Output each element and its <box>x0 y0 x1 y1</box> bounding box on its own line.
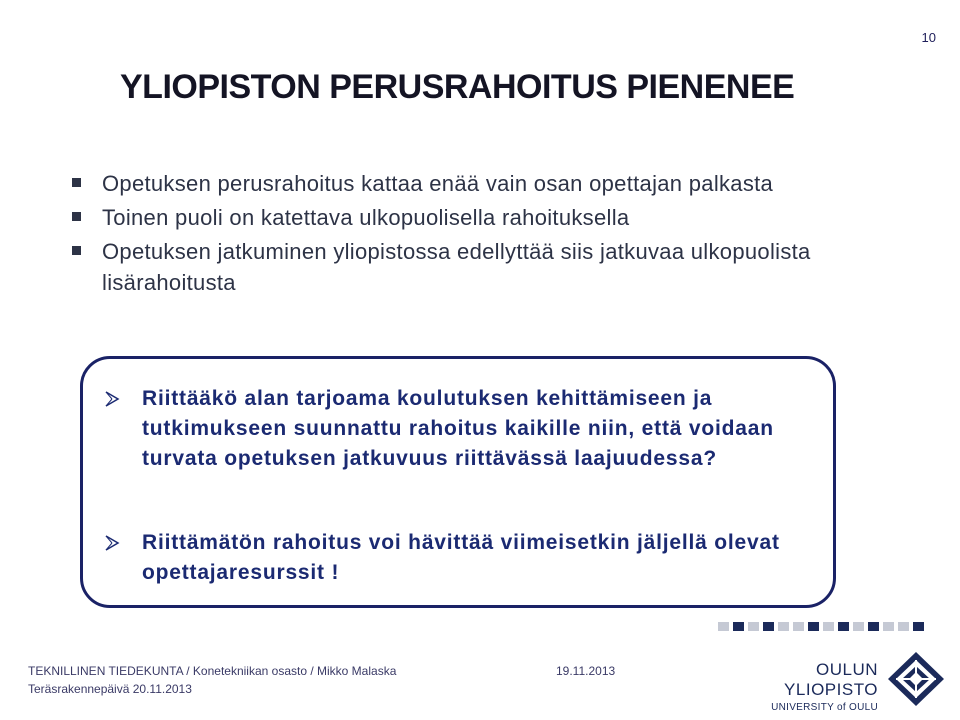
slide-title: YLIOPISTON PERUSRAHOITUS PIENENEE <box>120 68 795 106</box>
deco-square <box>733 622 744 631</box>
deco-square <box>853 622 864 631</box>
callout-text: Riittääkö alan tarjoama koulutuksen kehittämiseen ja tutkimukseen suunnattu rahoitus kaikille niin, että voidaan turvata opetuksen jatkuvuus riittävässä laajuudessa? <box>142 387 774 470</box>
oulu-university-emblem-icon <box>886 650 946 708</box>
bullet-text: Opetuksen jatkuminen yliopistossa edellyttää siis jatkuvaa ulkopuolista lisärahoitusta <box>102 239 811 295</box>
logo-main-text: OULUN YLIOPISTO <box>784 660 878 699</box>
deco-square <box>778 622 789 631</box>
deco-square <box>748 622 759 631</box>
deco-square <box>838 622 849 631</box>
footer-event: Teräsrakennepäivä 20.11.2013 <box>28 682 192 696</box>
deco-square <box>793 622 804 631</box>
deco-square <box>718 622 729 631</box>
logo-sub-text: UNIVERSITY of OULU <box>771 702 878 713</box>
arrowhead-bullet-icon <box>104 391 120 407</box>
deco-square <box>763 622 774 631</box>
footer-date: 19.11.2013 <box>556 664 616 678</box>
deco-square <box>898 622 909 631</box>
callout-item <box>104 384 816 474</box>
deco-square <box>823 622 834 631</box>
bullet-text: Opetuksen perusrahoitus kattaa enää vain osan opettajan palkasta <box>102 171 774 196</box>
slide-number: 10 <box>921 30 936 45</box>
deco-square <box>808 622 819 631</box>
deco-square <box>913 622 924 631</box>
decorative-squares <box>718 622 924 631</box>
bullet-item <box>72 202 862 233</box>
bullet-list <box>72 168 862 301</box>
footer-department: TEKNILLINEN TIEDEKUNTA / Konetekniikan osasto / Mikko Malaska <box>28 664 397 678</box>
deco-square <box>883 622 894 631</box>
callout-text: Riittämätön rahoitus voi hävittää viimeisetkin jäljellä olevat opettajaresurssit ! <box>142 531 780 584</box>
square-bullet-icon <box>72 212 81 221</box>
bullet-text: Toinen puoli on katettava ulkopuolisella rahoituksella <box>102 205 630 230</box>
square-bullet-icon <box>72 178 81 187</box>
bullet-item <box>72 168 862 199</box>
university-logo-text <box>726 660 878 713</box>
arrowhead-bullet-icon <box>104 535 120 551</box>
deco-square <box>868 622 879 631</box>
square-bullet-icon <box>72 246 81 255</box>
callout-item <box>104 528 816 588</box>
bullet-item <box>72 236 862 298</box>
